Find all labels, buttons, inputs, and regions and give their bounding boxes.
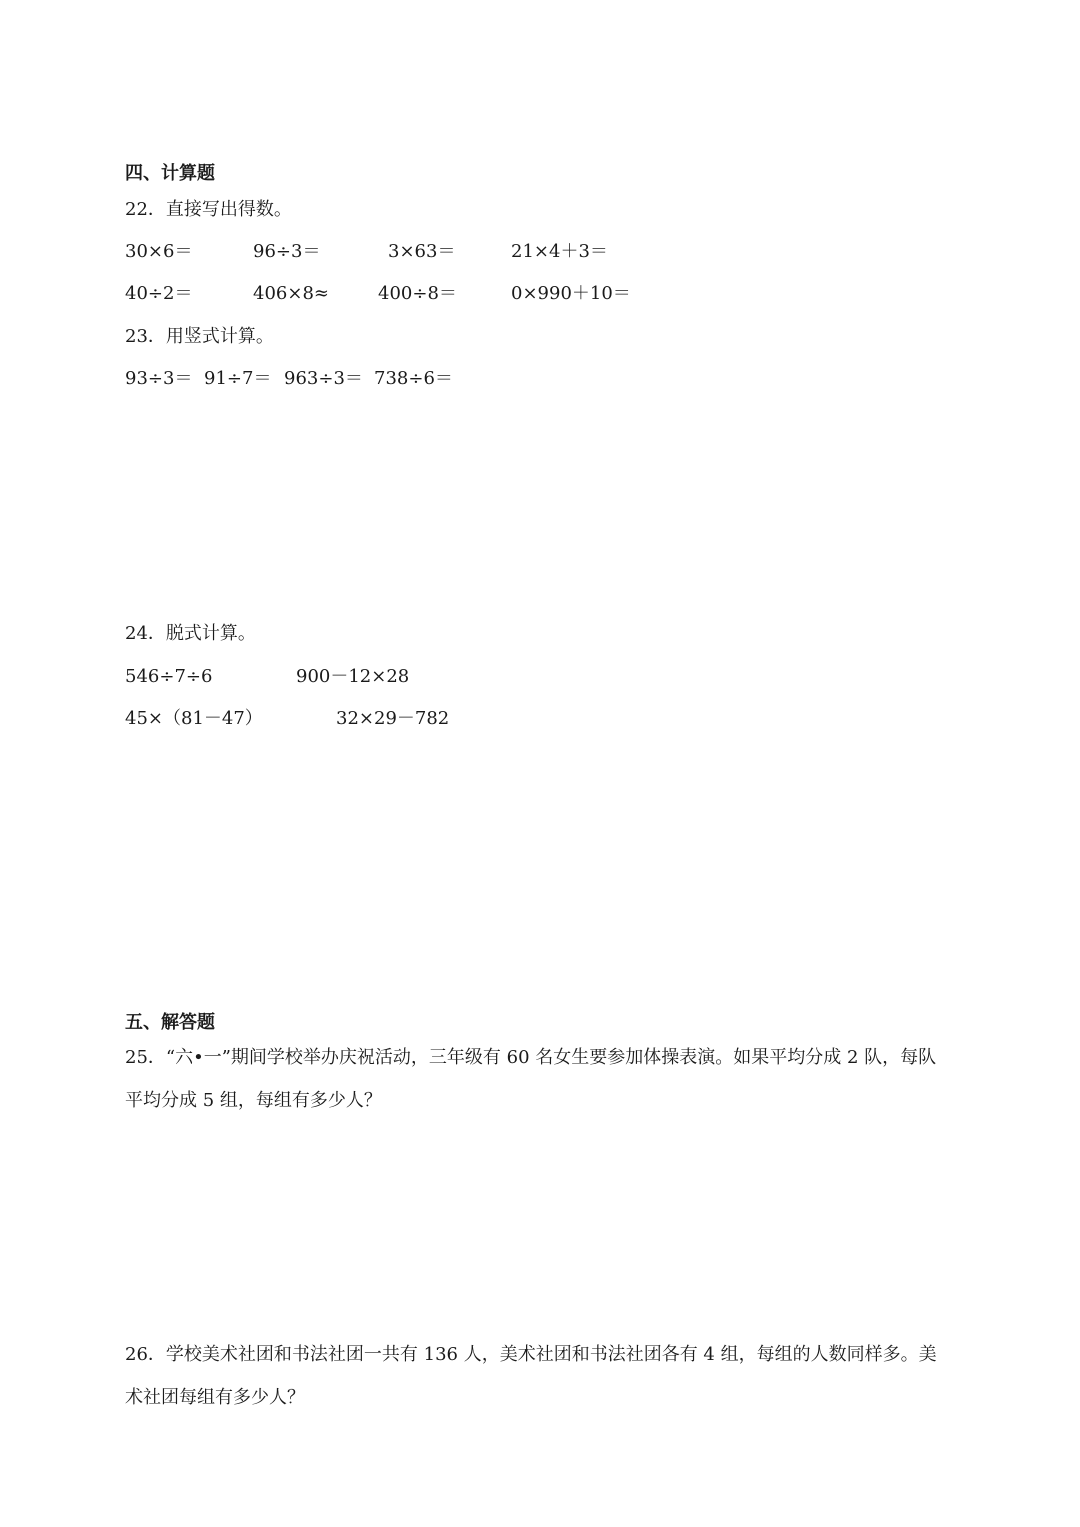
q22-expr-7: 400÷8＝ bbox=[378, 283, 457, 304]
section-4-title: 四、计算题 bbox=[125, 163, 215, 184]
q23-expr-1: 93÷3＝ bbox=[125, 368, 193, 389]
q22-expr-8: 0×990＋10＝ bbox=[511, 283, 631, 304]
q24-expr-3: 45×（81－47） bbox=[125, 708, 263, 729]
q24-expr-4: 32×29－782 bbox=[336, 708, 450, 729]
q22-expr-6: 406×8≈ bbox=[253, 283, 329, 304]
q23-expr-4: 738÷6＝ bbox=[374, 368, 453, 389]
question-25-line-2: 平均分成 5 组，每组有多少人？ bbox=[125, 1090, 382, 1111]
question-24-label: 24．脱式计算。 bbox=[125, 623, 256, 644]
q22-expr-5: 40÷2＝ bbox=[125, 283, 193, 304]
q22-expr-3: 3×63＝ bbox=[388, 241, 456, 262]
q22-expr-1: 30×6＝ bbox=[125, 241, 193, 262]
question-26-line-2: 术社团每组有多少人？ bbox=[125, 1387, 305, 1408]
q22-expr-4: 21×4＋3＝ bbox=[511, 241, 608, 262]
q22-expr-2: 96÷3＝ bbox=[253, 241, 321, 262]
q24-expr-2: 900－12×28 bbox=[296, 666, 410, 687]
q23-expr-3: 963÷3＝ bbox=[284, 368, 363, 389]
question-23-label: 23．用竖式计算。 bbox=[125, 326, 274, 347]
question-26-line-1: 26．学校美术社团和书法社团一共有 136 人，美术社团和书法社团各有 4 组，每组的人数同样多。美 bbox=[125, 1344, 937, 1365]
question-25-line-1: 25．“六•一”期间学校举办庆祝活动，三年级有 60 名女生要参加体操表演。如果平均分成 2 队，每队 bbox=[125, 1047, 937, 1068]
q24-expr-1: 546÷7÷6 bbox=[125, 666, 213, 687]
question-22-label: 22．直接写出得数。 bbox=[125, 199, 292, 220]
section-5-title: 五、解答题 bbox=[125, 1012, 215, 1033]
q23-expr-2: 91÷7＝ bbox=[204, 368, 272, 389]
